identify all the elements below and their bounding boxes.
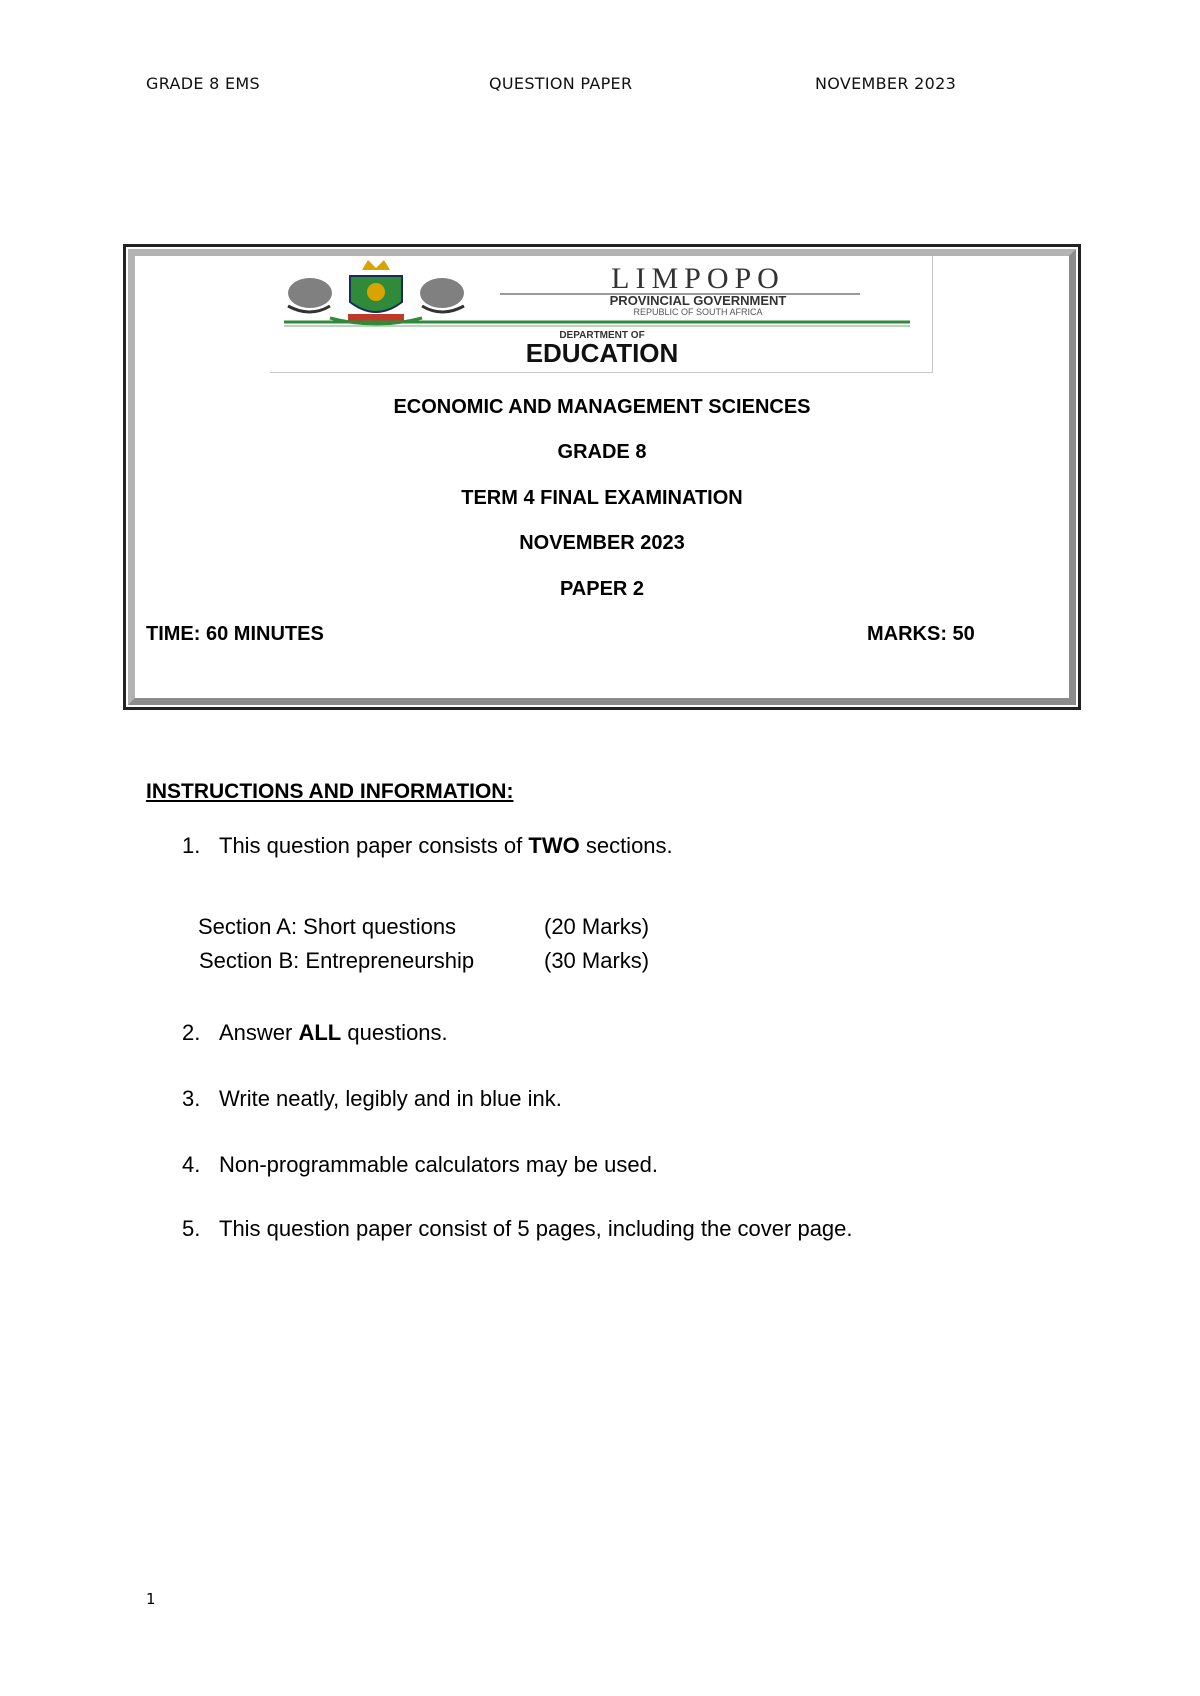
item-text: This question paper consists of: [219, 833, 529, 858]
coat-of-arms-icon: [288, 260, 464, 324]
item-text: sections.: [579, 833, 673, 858]
item-text: questions.: [341, 1020, 448, 1045]
logo-line1: PROVINCIAL GOVERNMENT: [609, 293, 787, 308]
section-a-name: Section A: Short questions: [198, 914, 457, 939]
item-bold: ALL: [298, 1020, 342, 1045]
header-center: QUESTION PAPER: [489, 74, 633, 93]
item-number: 3.: [182, 1086, 201, 1111]
logo-dept-small: DEPARTMENT OF: [559, 330, 645, 341]
item-text: Answer: [219, 1020, 299, 1045]
instruction-item-5: [182, 1216, 853, 1242]
limpopo-education-logo: [270, 256, 933, 373]
section-b-marks: (30 Marks): [544, 948, 650, 973]
cover-time: TIME: 60 MINUTES: [146, 623, 324, 645]
page-number: 1: [146, 1590, 156, 1608]
item-number: 4.: [182, 1152, 201, 1177]
instruction-item-4: [182, 1152, 658, 1178]
item-text: Write neatly, legibly and in blue ink.: [219, 1086, 562, 1111]
instruction-item-1: [182, 833, 673, 859]
cover-grade: GRADE 8: [557, 441, 647, 463]
cover-paper: PAPER 2: [559, 578, 645, 600]
logo-line2: REPUBLIC OF SOUTH AFRICA: [633, 307, 763, 317]
section-a-marks: (20 Marks): [544, 914, 650, 939]
instruction-item-2: [182, 1020, 448, 1046]
header-right: NOVEMBER 2023: [815, 74, 957, 93]
instruction-item-3: [182, 1086, 562, 1112]
cover-subject: ECONOMIC AND MANAGEMENT SCIENCES: [393, 396, 811, 418]
item-text: This question paper consist of 5 pages, including the cover page.: [219, 1216, 853, 1241]
logo-title: LIMPOPO: [611, 262, 785, 295]
item-bold: TWO: [528, 833, 580, 858]
logo-dept-big: EDUCATION: [525, 338, 679, 368]
cover-marks: MARKS: 50: [867, 623, 975, 645]
cover-exam: TERM 4 FINAL EXAMINATION: [461, 487, 743, 509]
item-number: 2.: [182, 1020, 201, 1045]
item-number: 1.: [182, 833, 201, 858]
instructions-heading: INSTRUCTIONS AND INFORMATION:: [146, 780, 514, 803]
item-number: 5.: [182, 1216, 201, 1241]
header-left: GRADE 8 EMS: [146, 74, 260, 93]
logo-graphic: [270, 256, 932, 372]
item-text: Non-programmable calculators may be used.: [219, 1152, 658, 1177]
cover-date: NOVEMBER 2023: [519, 532, 685, 554]
section-b-name: Section B: Entrepreneurship: [199, 948, 475, 973]
